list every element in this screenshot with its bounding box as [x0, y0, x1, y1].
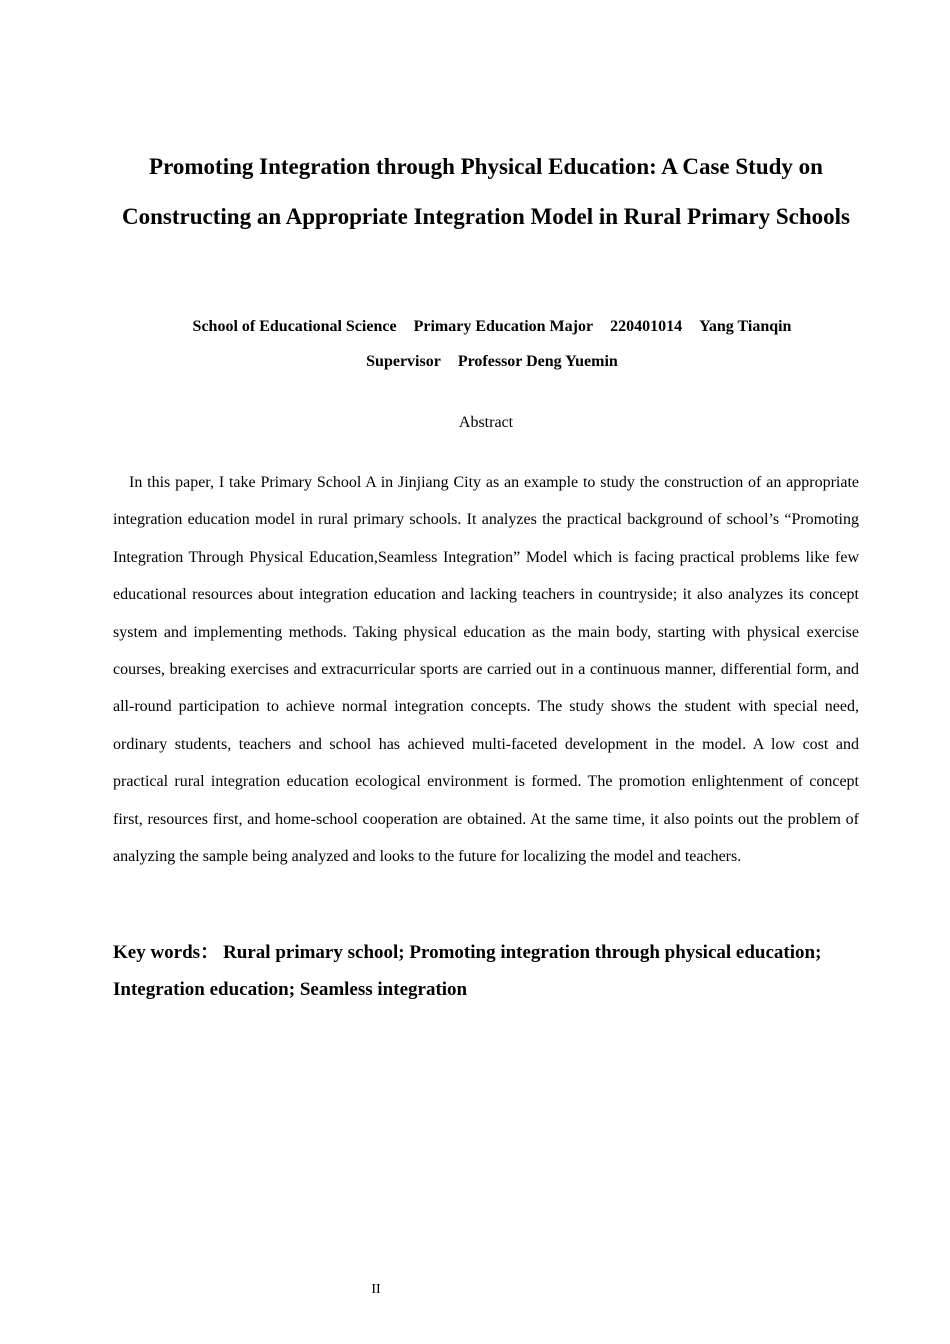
keywords-label: Key words： [113, 942, 220, 963]
abstract-heading: Abstract [458, 414, 514, 431]
keywords-section [113, 934, 863, 1008]
author-name: Yang Tianqin [699, 318, 792, 335]
supervisor-label: Supervisor [366, 353, 441, 370]
paper-title: Promoting Integration through Physical Education: A Case Study on Constructing an Appropriate Integration Model in Rural Primary Schools [122, 154, 850, 229]
supervisor-line [112, 351, 872, 373]
abstract-body: In this paper, I take Primary School A in Jinjiang City as an example to study the construction of an appropriate integration education model in rural primary schools. It analyzes the practical background of school’s “Promoting Integration Through Physical Education,Seamless Integration” Model which is facing practical problems like few educational resources about integration education and lacking teachers in countryside; it also analyzes its concept system and implementing methods. Taking physical education as the main body, starting with physical exercise courses, breaking exercises and extracurricular sports are carried out in a continuous manner, differential form, and all-round participation to achieve normal integration concepts. The study shows the student with special need, ordinary students, teachers and school has achieved multi-faceted development in the model. A low cost and practical rural integration education ecological environment is formed. The promotion enlightenment of concept first, resources first, and home-school cooperation are obtained. At the same time, it also points out the problem of analyzing the sample being analyzed and looks to the future for localizing the model and teachers. [113, 474, 859, 866]
major-name: Primary Education Major [413, 318, 594, 335]
supervisor-name: Professor Deng Yuemin [457, 353, 618, 370]
author-info-line [112, 316, 872, 338]
student-id: 220401014 [610, 318, 683, 335]
page-number: II [371, 1282, 381, 1297]
keywords-text: Rural primary school; Promoting integration through physical education; Integration education; Seamless integration [113, 942, 822, 1000]
school-name: School of Educational Science [192, 318, 397, 335]
